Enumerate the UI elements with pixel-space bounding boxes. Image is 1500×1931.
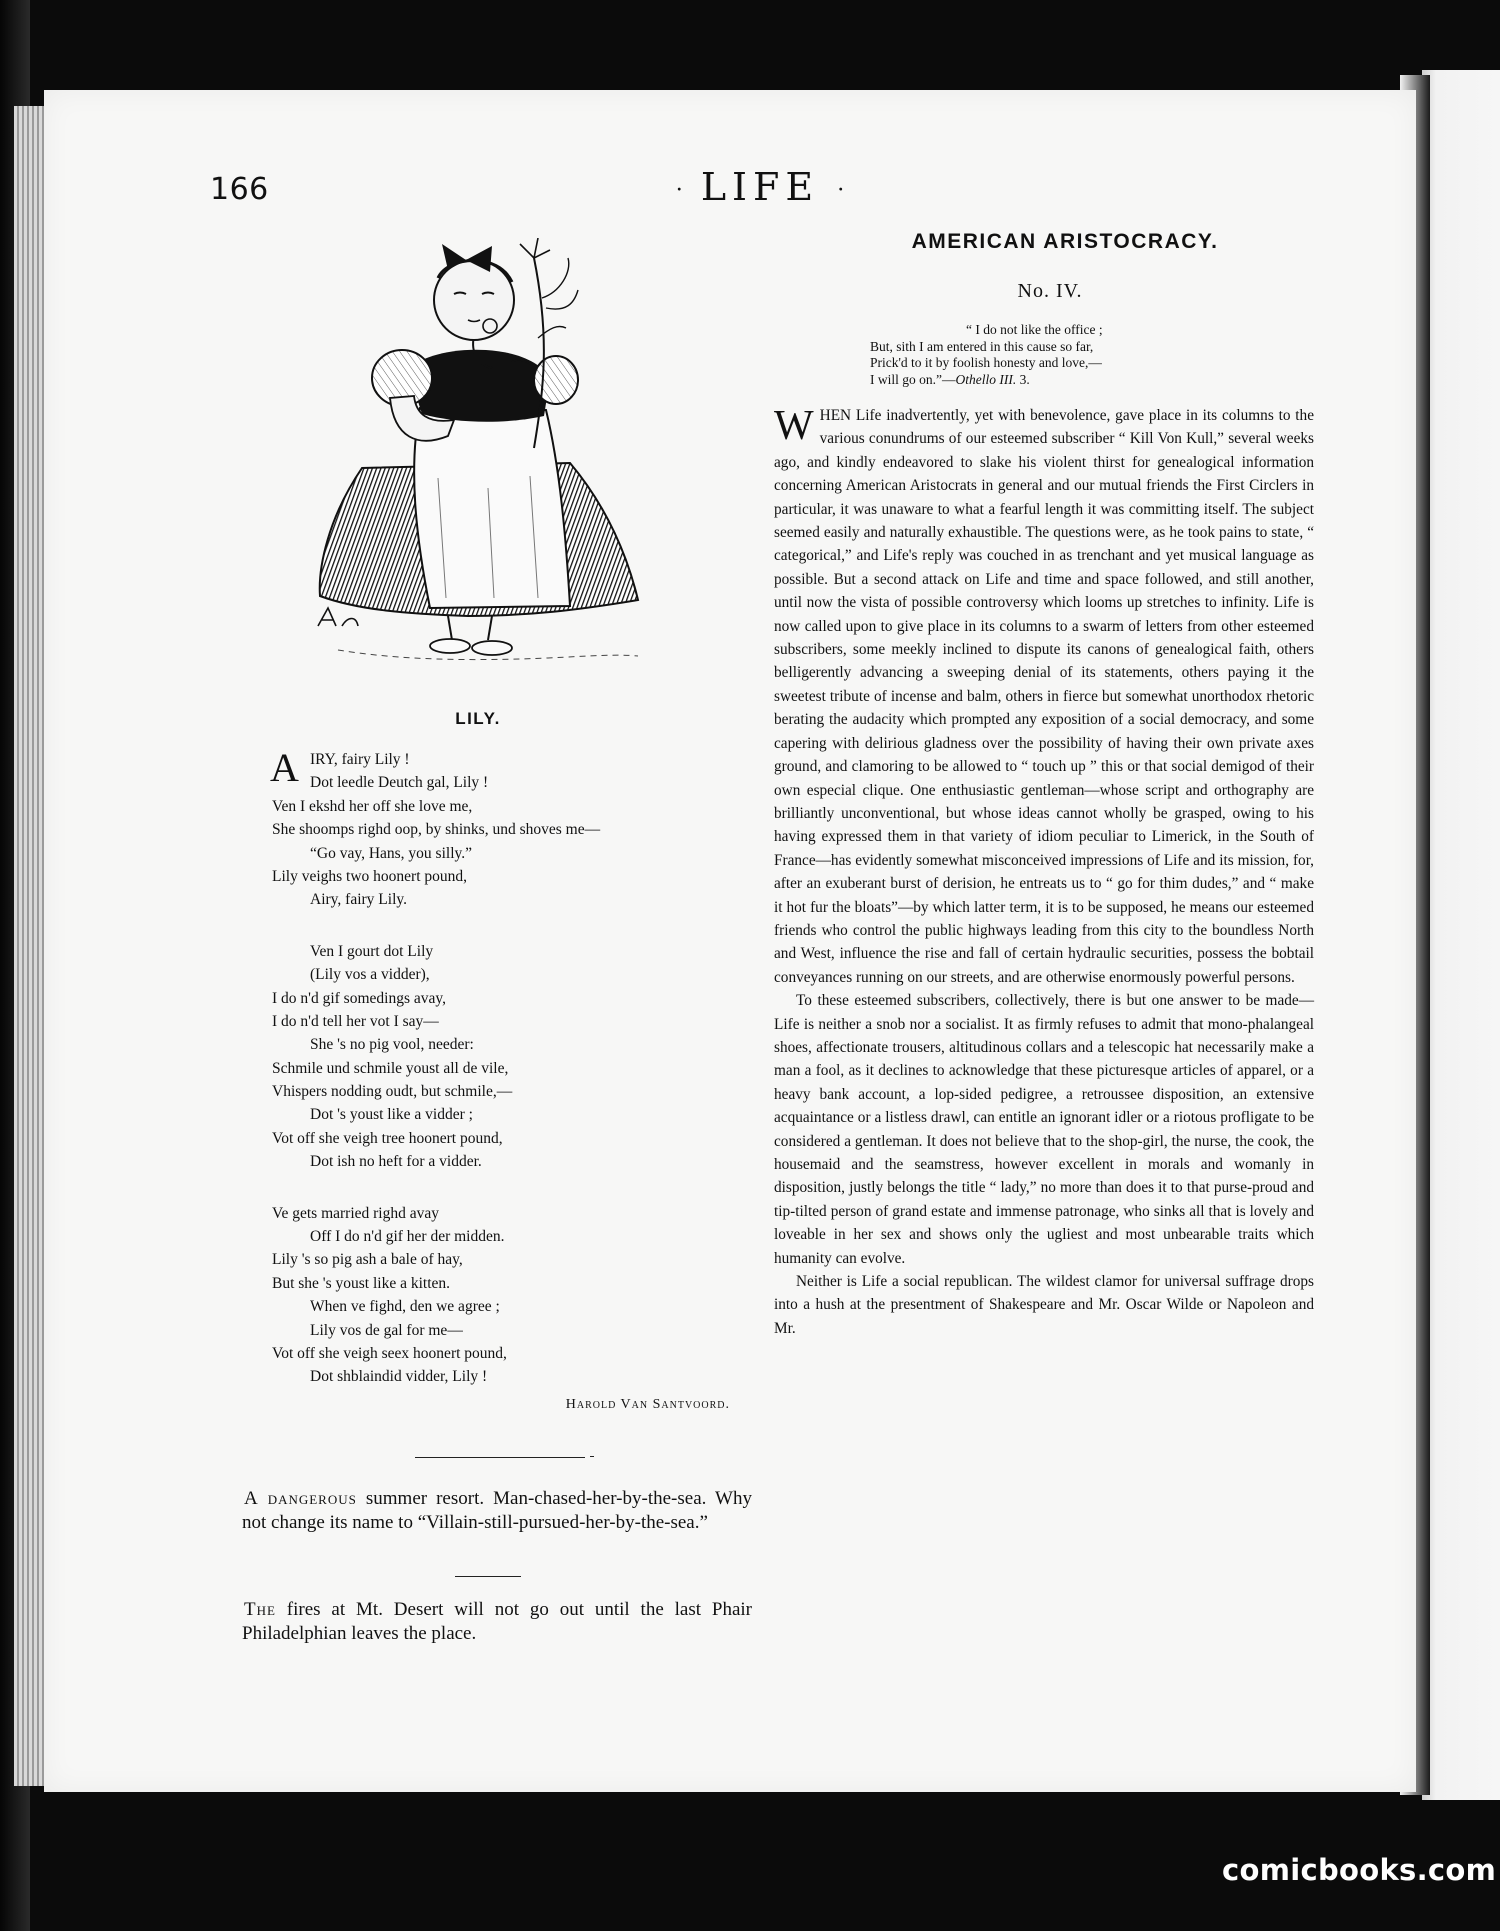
poem-line: Vhispers nodding oudt, but schmile,— (272, 1083, 513, 1101)
poem-line: I do n'd gif somedings avay, (272, 989, 446, 1007)
article-drop-cap: W (774, 403, 814, 449)
poem-drop-cap: A (270, 745, 299, 790)
masthead-title: LIFE (700, 165, 820, 209)
squib-mt-desert (242, 1598, 752, 1646)
section-rule (455, 1576, 521, 1577)
poem-line: Dot ish no heft for a vidder. (310, 1153, 482, 1171)
site-watermark: comicbooks.com (1222, 1853, 1497, 1887)
poem-line: (Lily vos a vidder), (310, 966, 430, 984)
poem-line: Schmile und schmile youst all de vile, (272, 1059, 509, 1077)
poem-body (270, 745, 742, 1389)
epigraph-line: Prick'd to it by foolish honesty and love,— (870, 355, 1102, 370)
article-body (774, 404, 1314, 1340)
section-rule-dot (590, 1456, 594, 1457)
masthead-dot: · (837, 178, 845, 203)
poem-line: Off I do n'd gif her der midden. (310, 1228, 505, 1246)
squib-lead: The (244, 1599, 276, 1620)
squib-dangerous-resort (242, 1487, 752, 1535)
poem-line: Vot off she veigh seex hoonert pound, (272, 1344, 507, 1362)
poem-line: She 's no pig vool, needer: (310, 1036, 474, 1054)
stanza-break (272, 1174, 742, 1202)
poem-line: “Go vay, Hans, you silly.” (310, 844, 473, 862)
page-number: 166 (210, 172, 269, 207)
poem-line: Dot leedle Deutch gal, Lily ! (310, 774, 489, 792)
poem-line: Dot shblaindid vidder, Lily ! (310, 1368, 488, 1386)
squib-text: summer resort. Man-chased-her-by-the-sea. Why not change its name to “Villain-still-pursued-her-by-the-sea.” (242, 1488, 752, 1533)
poem-line: Vot off she veigh tree hoonert pound, (272, 1129, 503, 1147)
epigraph-line (870, 372, 1230, 389)
epigraph-citation: Othello III. (955, 371, 1017, 387)
poem-line: Dot 's youst like a vidder ; (310, 1106, 473, 1124)
squib-text: fires at Mt. Desert will not go out until the last Phair Philadelphian leaves the place. (242, 1599, 752, 1644)
page-stack-edge (14, 106, 48, 1786)
section-rule (415, 1457, 585, 1458)
article-title: AMERICAN ARISTOCRACY. (911, 230, 1219, 253)
epigraph-line: But, sith I am entered in this cause so far, (870, 338, 1094, 354)
article-paragraph (774, 404, 1314, 989)
article-paragraph-text: HEN Life inadvertently, yet with benevolence, gave place in its columns to the various conundrums of our esteemed subscriber “ Kill Von Kull,” several weeks ago, and kindly endeavored to slake his violent thirst for genealogical information concerning American Aristocrats in general and our mutual friends the First Circlers in particular, it was unaware to what a fearful length it was committing itself. The subject seemed easily and naturally exhaustible. The questions were, as he took pains to state, “ categorical,” and Life's reply was couched in as trenchant and yet musical language as possible. But a second attack on Life and time and space followed, and still another, until now the vista of possible controversy which looms up stretches to infinity. Life is now called upon to give place in its columns to a swarm of letters from other esteemed subscribers, some meekly inclined to dispute its canons of genealogical faith, others belligerently advancing a sweeping denial of its statements, others paying it the sweetest tribute of incense and balm, others in fierce but somewhat unorthodox rhetoric berating the audacity which prompted any exposition of a social democracy, and some capering with delirious gladness over the possibility of having their own private axes ground, and clamoring to be allowed to “ touch up ” this or that social demigod of their own especial clique. One enthusiastic gentleman—whose script and orthography are brilliantly unconventional, but whose ideas cannot wholly be grasped, owing to his having expressed them in that variety of idiom peculiar to Limerick, in the South of France—has evidently somewhat misconceived impressions of Life and its mission, for, after an exuberant burst of derision, he entreats us to “ go for thim dudes,” and “ make it hot fur the bloats”—by which latter term, it is to be supposed, he means our esteemed friends who control the public highways leading from this city to the boundless North and West, influence the rise and fall of certain hydraulic securities, possess the bobtail conveyances running on our streets, and are otherwise enormously powerful persons. (774, 407, 1314, 986)
poem-line: When ve fighd, den we agree ; (310, 1298, 500, 1316)
stanza-break (272, 912, 742, 940)
poem-line: Lily 's so pig ash a bale of hay, (272, 1251, 463, 1269)
poem-line: She shoomps righd oop, by shinks, und shoves me— (272, 821, 601, 839)
poem-line: IRY, fairy Lily ! (310, 751, 410, 768)
poem-title: LILY. (455, 709, 501, 728)
facing-page-edge (1422, 70, 1500, 1800)
poem-line: Airy, fairy Lily. (310, 891, 407, 909)
poem-line: Lily vos de gal for me— (310, 1321, 463, 1339)
lily-illustration (298, 238, 654, 682)
poem-line: Ve gets married righd avay (272, 1204, 439, 1222)
epigraph-line: “ I do not like the office ; (966, 322, 1103, 337)
poem-lines (270, 745, 742, 1389)
poem-line: Ven I ekshd her off she love me, (272, 797, 473, 815)
epigraph-line-text: I will go on.”— (870, 371, 956, 387)
poem-author: Harold Van Santvoord. (565, 1397, 730, 1412)
masthead (560, 165, 960, 209)
article-paragraph: Neither is Life a social republican. The wildest clamor for universal suffrage drops into a hush at the presentment of Shakespeare and Mr. Oscar Wilde or Napoleon and Mr. (774, 1273, 1314, 1337)
squib-lead: A dangerous (244, 1488, 357, 1509)
epigraph (870, 322, 1230, 388)
poem-line: Ven I gourt dot Lily (310, 942, 434, 960)
poem-line: Lily veighs two hoonert pound, (272, 867, 468, 885)
epigraph-citation-number: 3. (1016, 371, 1030, 387)
poem-line: I do n'd tell her vot I say— (272, 1012, 439, 1030)
article-subtitle: No. IV. (1017, 280, 1083, 302)
article-paragraph: To these esteemed subscribers, collectively, there is but one answer to be made—Life is neither a snob nor a socialist. It as firmly refuses to admit that mono-phalangeal shoes, affectionate trousers, altitudinous collars and a telescopic hat necessarily make a man a fool, as it declines to acknowledge that these picturesque articles of apparel, or a heavy bank account, a lop-sided pedigree, a retroussee disposition, an extensive acquaintance or a listless drawl, can entitle an ignorant idler or a riotous profligate to be considered a gentleman. It does not believe that to the shop-girl, the nurse, the cook, the housemaid and the seamstress, however excellent in morals and womanly in disposition, justly belongs the title “ lady,” no more than does it to that purse-proud and tip-tilted person of grand estate and immense patronage, who sinks all that is lovely and loveable in her sex and shows only the ugliest and most unbearable traits which humanity can evolve. (774, 992, 1314, 1267)
masthead-dot: · (675, 178, 683, 203)
poem-line: But she 's youst like a kitten. (272, 1274, 451, 1292)
